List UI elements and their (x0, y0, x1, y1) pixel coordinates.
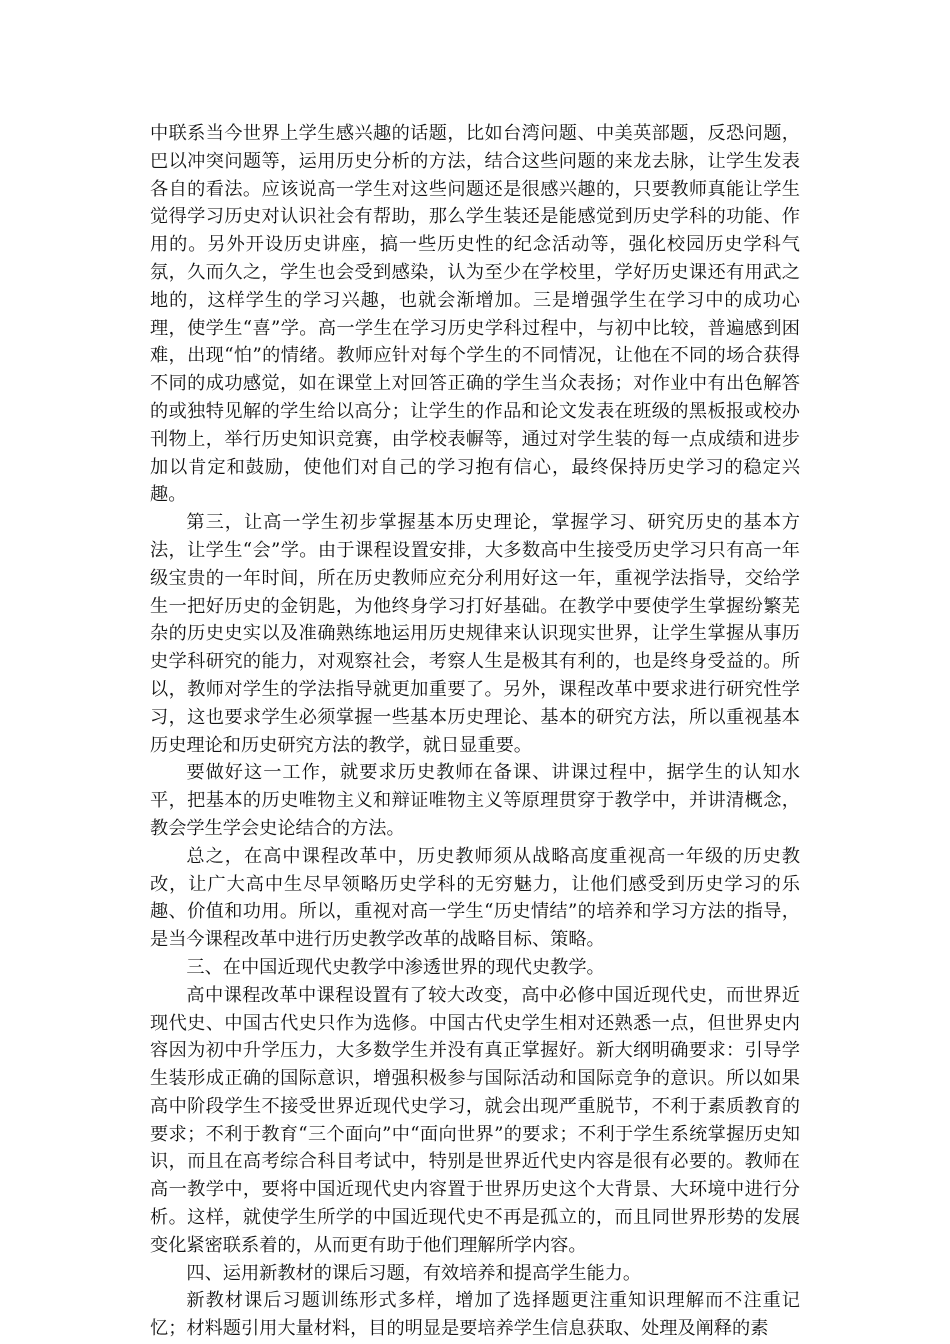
paragraph-summary: 总之，在高中课程改革中，历史教师须从战略高度重视高一年级的历史教改，让广大高中生尽早领略历史学科的无穷魅力，让他们感受到历史学习的乐趣、价值和功用。所以，重视对高一学生“历史情结”的培养和学习方法的指导，是当今课程改革中进行历史教学改革的战略目标、策略。 (150, 845, 800, 951)
document-body (150, 120, 800, 1343)
paragraph-third-point: 第三，让高一学生初步掌握基本历史理论，掌握学习、研究历史的基本方法，让学生“会”学。由于课程设置安排，大多数高中生接受历史学习只有高一年级宝贵的一年时间，所在历史教师应充分利用好这一年，重视学法指导，交给学生一把好历史的金钥匙，为他终身学习打好基础。在教学中要使学生掌握纷繁芜杂的历史史实以及准确熟练地运用历史规律来认识现实世界，让学生掌握从事历史学科研究的能力，对观察社会，考察人生是极其有利的，也是终身受益的。所以，教师对学生的学法指导就更加重要了。另外，课程改革中要求进行研究性学习，这也要求学生必须掌握一些基本历史理论、基本的研究方法，所以重视基本历史理论和历史研究方法的教学，就日显重要。 (150, 512, 800, 756)
section-heading-four: 四、运用新教材的课后习题，有效培养和提高学生能力。 (186, 1262, 642, 1284)
paragraph-curriculum-change: 高中课程改革中课程设置有了较大改变，高中必修中国近现代史，而世界近现代史、中国古代史只作为选修。中国古代史学生相对还熟悉一点，但世界史内容因为初中升学压力，大多数学生并没有真正掌握好。新大纲明确要求：引导学生装形成正确的国际意识，增强积极参与国际活动和国际竞争的意识。所以如果高中阶段学生不接受世界近现代史学习，就会出现严重脱节，不利于素质教育的要求；不利于教育“三个面向”中“面向世界”的要求；不利于学生系统掌握历史知识，而且在高考综合科目考试中，特别是世界近代史内容是很有必要的。教师在高一教学中，要将中国近现代史内容置于世界历史这个大背景、大环境中进行分析。这样，就使学生所学的中国近现代史不再是孤立的，而且同世界形势的发展变化紧密联系着的，从而更有助于他们理解所学内容。 (150, 984, 800, 1256)
section-heading-three: 三、在中国近现代史教学中渗透世界的现代史教学。 (186, 956, 605, 978)
paragraph-exercises: 新教材课后习题训练形式多样，增加了选择题更注重知识理解而不注重记忆；材料题引用大量材料，目的明显是要培养学生信息获取、处理及阐释的素 (150, 1290, 800, 1340)
paragraph-continuation: 中联系当今世界上学生感兴趣的话题，比如台湾问题、中美英部题，反恐问题，巴以冲突问题等，运用历史分析的方法，结合这些问题的来龙去脉，让学生发表各自的看法。应该说高一学生对这些问题还是很感兴趣的，只要教师真能让学生觉得学习历史对认识社会有帮助，那么学生装还是能感觉到历史学科的功能、作用的。另外开设历史讲座，搞一些历史性的纪念活动等，强化校园历史学科气氛，久而久之，学生也会受到感染，认为至少在学校里，学好历史课还有用武之地的，这样学生的学习兴趣，也就会渐增加。三是增强学生在学习中的成功心理，使学生“喜”学。高一学生在学习历史学科过程中，与初中比较，普遍感到困难，出现“怕”的情绪。教师应针对每个学生的不同情况，让他在不同的场合获得不同的成功感觉，如在课堂上对回答正确的学生当众表扬；对作业中有出色解答的或独特见解的学生给以高分；让学生的作品和论文发表在班级的黑板报或校办刊物上，举行历史知识竞赛，由学校表幈等，通过对学生装的每一点成绩和进步加以肯定和鼓励，使他们对自己的学习抱有信心，最终保持历史学习的稳定兴趣。 (150, 123, 800, 506)
paragraph-teacher-requirement: 要做好这一工作，就要求历史教师在备课、讲课过程中，据学生的认知水平，把基本的历史唯物主义和辩证唯物主义等原理贯穿于教学中，并讲清概念，教会学生学会史论结合的方法。 (150, 762, 800, 839)
